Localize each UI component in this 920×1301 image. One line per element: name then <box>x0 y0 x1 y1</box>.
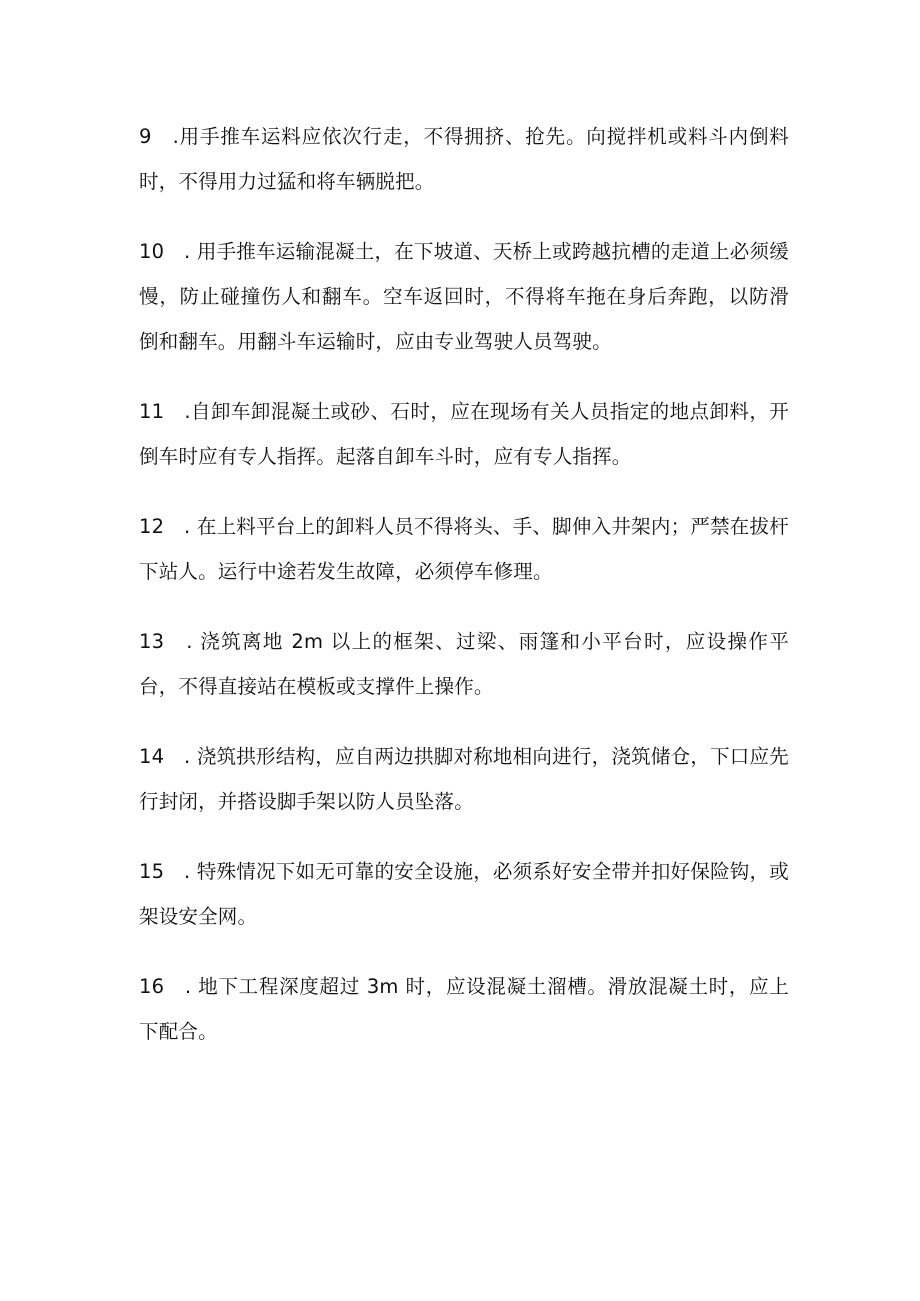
paragraph-item-13: 13 . 浇筑离地 2m 以上的框架、过梁、雨篷和小平台时，应设操作平台，不得直接站在模板或支撑件上操作。 <box>139 630 789 698</box>
paragraph-item-10: 10 . 用手推车运输混凝土，在下坡道、天桥上或跨越抗槽的走道上必须缓慢，防止碰撞伤人和翻车。空车返回时，不得将车拖在身后奔跑，以防滑倒和翻车。用翻斗车运输时，应由专业驾驶人员驾驶。 <box>139 240 789 353</box>
paragraph-item-14: 14 . 浇筑拱形结构，应自两边拱脚对称地相向进行，浇筑储仓，下口应先行封闭，并搭设脚手架以防人员坠落。 <box>139 745 789 813</box>
paragraph-item-15: 15 . 特殊情况下如无可靠的安全设施，必须系好安全带并扣好保险钩，或架设安全网。 <box>139 860 789 928</box>
document-body <box>139 114 789 1079</box>
paragraph-item-12: 12 . 在上料平台上的卸料人员不得将头、手、脚伸入井架内；严禁在拔杆下站人。运行中途若发生故障，必须停车修理。 <box>139 515 789 583</box>
paragraph-item-9: 9 .用手推车运料应依次行走，不得拥挤、抢先。向搅拌机或料斗内倒料时，不得用力过猛和将车辆脱把。 <box>139 125 789 193</box>
paragraph-item-16: 16 . 地下工程深度超过 3m 时，应设混凝土溜槽。滑放混凝土时，应上下配合。 <box>139 975 789 1043</box>
paragraph-item-11: 11 .自卸车卸混凝土或砂、石时，应在现场有关人员指定的地点卸料，开倒车时应有专人指挥。起落自卸车斗时，应有专人指挥。 <box>139 400 789 468</box>
